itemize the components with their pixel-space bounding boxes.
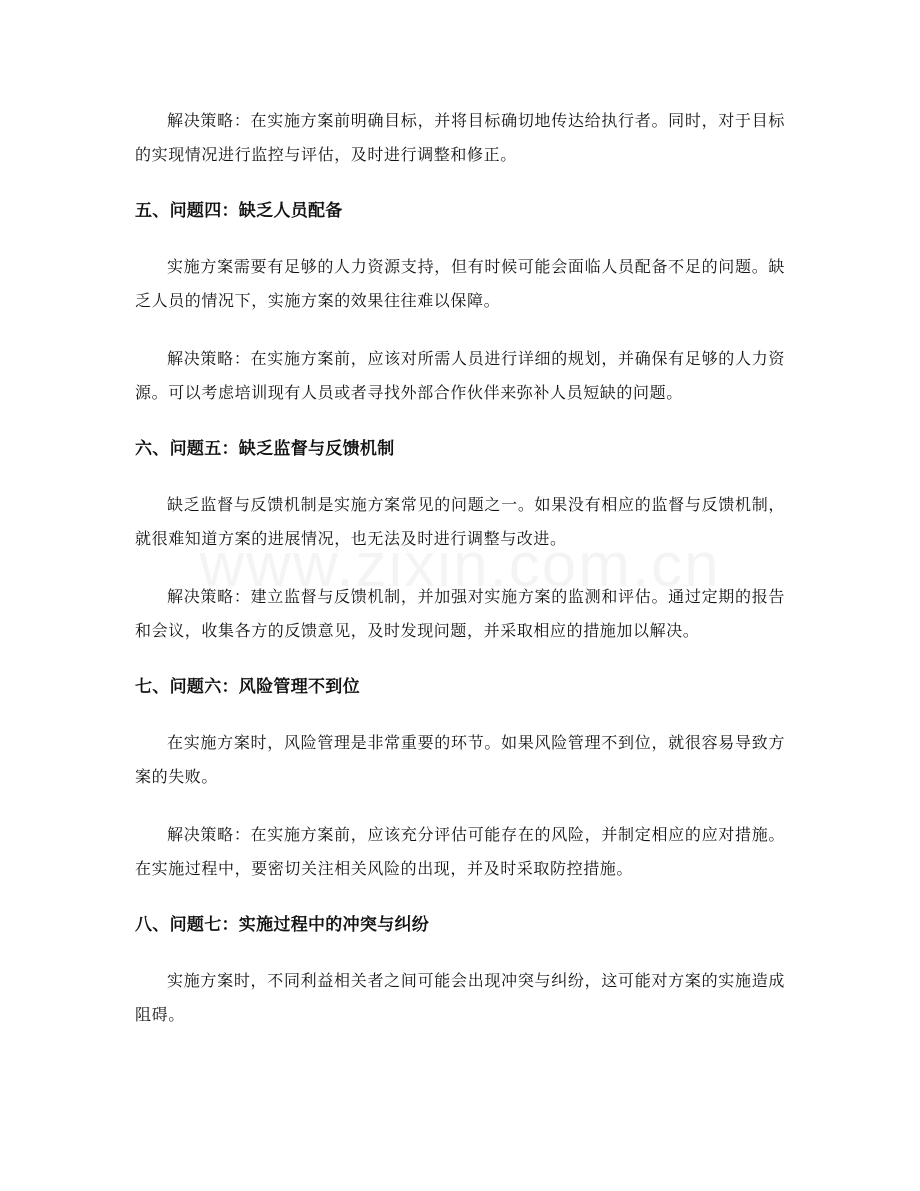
paragraph-strategy-4: 解决策略：在实施方案前，应该对所需人员进行详细的规划，并确保有足够的人力资源。可以考虑培训现有人员或者寻找外部合作伙伴来弥补人员短缺的问题。 — [135, 349, 785, 402]
paragraph-problem-4: 实施方案需要有足够的人力资源支持，但有时候可能会面临人员配备不足的问题。缺乏人员的情况下，实施方案的效果往往难以保障。 — [135, 257, 785, 310]
paragraph-strategy-3: 解决策略：在实施方案前明确目标，并将目标确切地传达给执行者。同时，对于目标的实现情况进行监控与评估，及时进行调整和修正。 — [135, 111, 785, 164]
paragraph-strategy-6: 解决策略：在实施方案前，应该充分评估可能存在的风险，并制定相应的应对措施。在实施过程中，要密切关注相关风险的出现，并及时采取防控措施。 — [135, 825, 785, 878]
section-heading-8: 八、问题七：实施过程中的冲突与纠纷 — [135, 915, 430, 935]
paragraph-strategy-5: 解决策略：建立监督与反馈机制，并加强对实施方案的监测和评估。通过定期的报告和会议，收集各方的反馈意见，及时发现问题，并采取相应的措施加以解决。 — [135, 587, 785, 640]
section-heading-6: 六、问题五：缺乏监督与反馈机制 — [135, 439, 395, 459]
paragraph-problem-5: 缺乏监督与反馈机制是实施方案常见的问题之一。如果没有相应的监督与反馈机制，就很难知道方案的进展情况，也无法及时进行调整与改进。 — [135, 495, 785, 548]
section-heading-7: 七、问题六：风险管理不到位 — [135, 677, 360, 697]
paragraph-problem-7: 实施方案时，不同利益相关者之间可能会出现冲突与纠纷，这可能对方案的实施造成阻碍。 — [135, 971, 785, 1024]
paragraph-problem-6: 在实施方案时，风险管理是非常重要的环节。如果风险管理不到位，就很容易导致方案的失败。 — [135, 733, 785, 786]
section-heading-5: 五、问题四：缺乏人员配备 — [135, 201, 343, 221]
document-body — [135, 104, 785, 1056]
